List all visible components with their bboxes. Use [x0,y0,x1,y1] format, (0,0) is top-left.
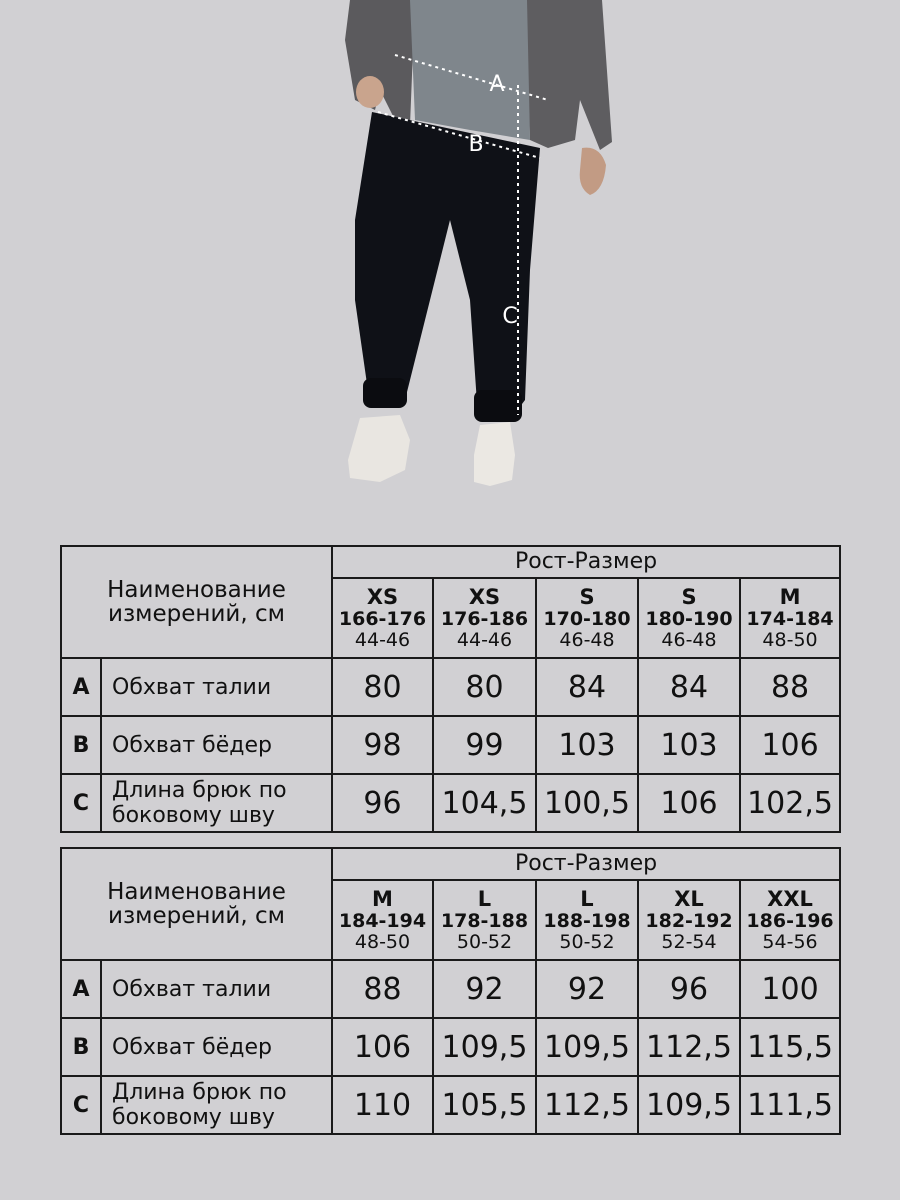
marker-c: C [502,304,518,329]
table-row [61,1018,840,1076]
size-column-header: XS 166-176 44-46 [332,578,433,658]
pants [355,112,540,420]
jacket-left [345,0,415,125]
right-sneaker [474,422,515,486]
value-cell: 88 [740,658,840,716]
value-cell: 106 [332,1018,433,1076]
value-cell: 104,5 [433,774,536,832]
row-letter: B [61,1018,101,1076]
left-hand [356,76,384,108]
model-figure [0,0,900,520]
value-cell: 109,5 [536,1018,638,1076]
value-cell: 115,5 [740,1018,840,1076]
row-label: Длина брюк по боковому шву [101,1076,332,1134]
row-label: Обхват талии [101,658,332,716]
size-column-header: L 178-188 50-52 [433,880,536,960]
size-table-2 [60,847,841,1135]
marker-b: B [468,132,484,157]
value-cell: 109,5 [433,1018,536,1076]
header-row [61,848,840,880]
value-cell: 92 [536,960,638,1018]
value-cell: 84 [638,658,740,716]
jacket-right [525,0,612,150]
value-cell: 106 [740,716,840,774]
value-cell: 80 [332,658,433,716]
row-label: Обхват бёдер [101,716,332,774]
value-cell: 110 [332,1076,433,1134]
value-cell: 84 [536,658,638,716]
value-cell: 112,5 [536,1076,638,1134]
right-cuff [474,390,522,422]
header-row [61,546,840,578]
size-column-header: M 174-184 48-50 [740,578,840,658]
value-cell: 103 [638,716,740,774]
group-header: Рост-Размер [332,546,840,578]
size-column-header: XS 176-186 44-46 [433,578,536,658]
measure-header: Наименование измерений, см [61,546,332,658]
row-label: Длина брюк по боковому шву [101,774,332,832]
left-sneaker [348,415,410,482]
size-column-header: S 180-190 46-48 [638,578,740,658]
row-letter: B [61,716,101,774]
table-row [61,1076,840,1134]
value-cell: 92 [433,960,536,1018]
table-row [61,960,840,1018]
size-table-1 [60,545,841,833]
row-label: Обхват бёдер [101,1018,332,1076]
value-cell: 88 [332,960,433,1018]
value-cell: 96 [638,960,740,1018]
row-letter: A [61,960,101,1018]
value-cell: 102,5 [740,774,840,832]
value-cell: 100,5 [536,774,638,832]
value-cell: 112,5 [638,1018,740,1076]
value-cell: 105,5 [433,1076,536,1134]
group-header: Рост-Размер [332,848,840,880]
size-column-header: XXL 186-196 54-56 [740,880,840,960]
value-cell: 80 [433,658,536,716]
value-cell: 99 [433,716,536,774]
marker-a: A [489,72,505,97]
sweatshirt [410,0,530,140]
row-letter: A [61,658,101,716]
value-cell: 100 [740,960,840,1018]
measure-header: Наименование измерений, см [61,848,332,960]
table-row [61,774,840,832]
value-cell: 96 [332,774,433,832]
table-row [61,658,840,716]
value-cell: 109,5 [638,1076,740,1134]
size-column-header: S 170-180 46-48 [536,578,638,658]
size-column-header: L 188-198 50-52 [536,880,638,960]
left-cuff [363,378,407,408]
value-cell: 98 [332,716,433,774]
value-cell: 103 [536,716,638,774]
right-hand [580,148,606,195]
table-row [61,716,840,774]
value-cell: 111,5 [740,1076,840,1134]
row-label: Обхват талии [101,960,332,1018]
row-letter: C [61,774,101,832]
row-letter: C [61,1076,101,1134]
value-cell: 106 [638,774,740,832]
size-column-header: XL 182-192 52-54 [638,880,740,960]
size-column-header: M 184-194 48-50 [332,880,433,960]
